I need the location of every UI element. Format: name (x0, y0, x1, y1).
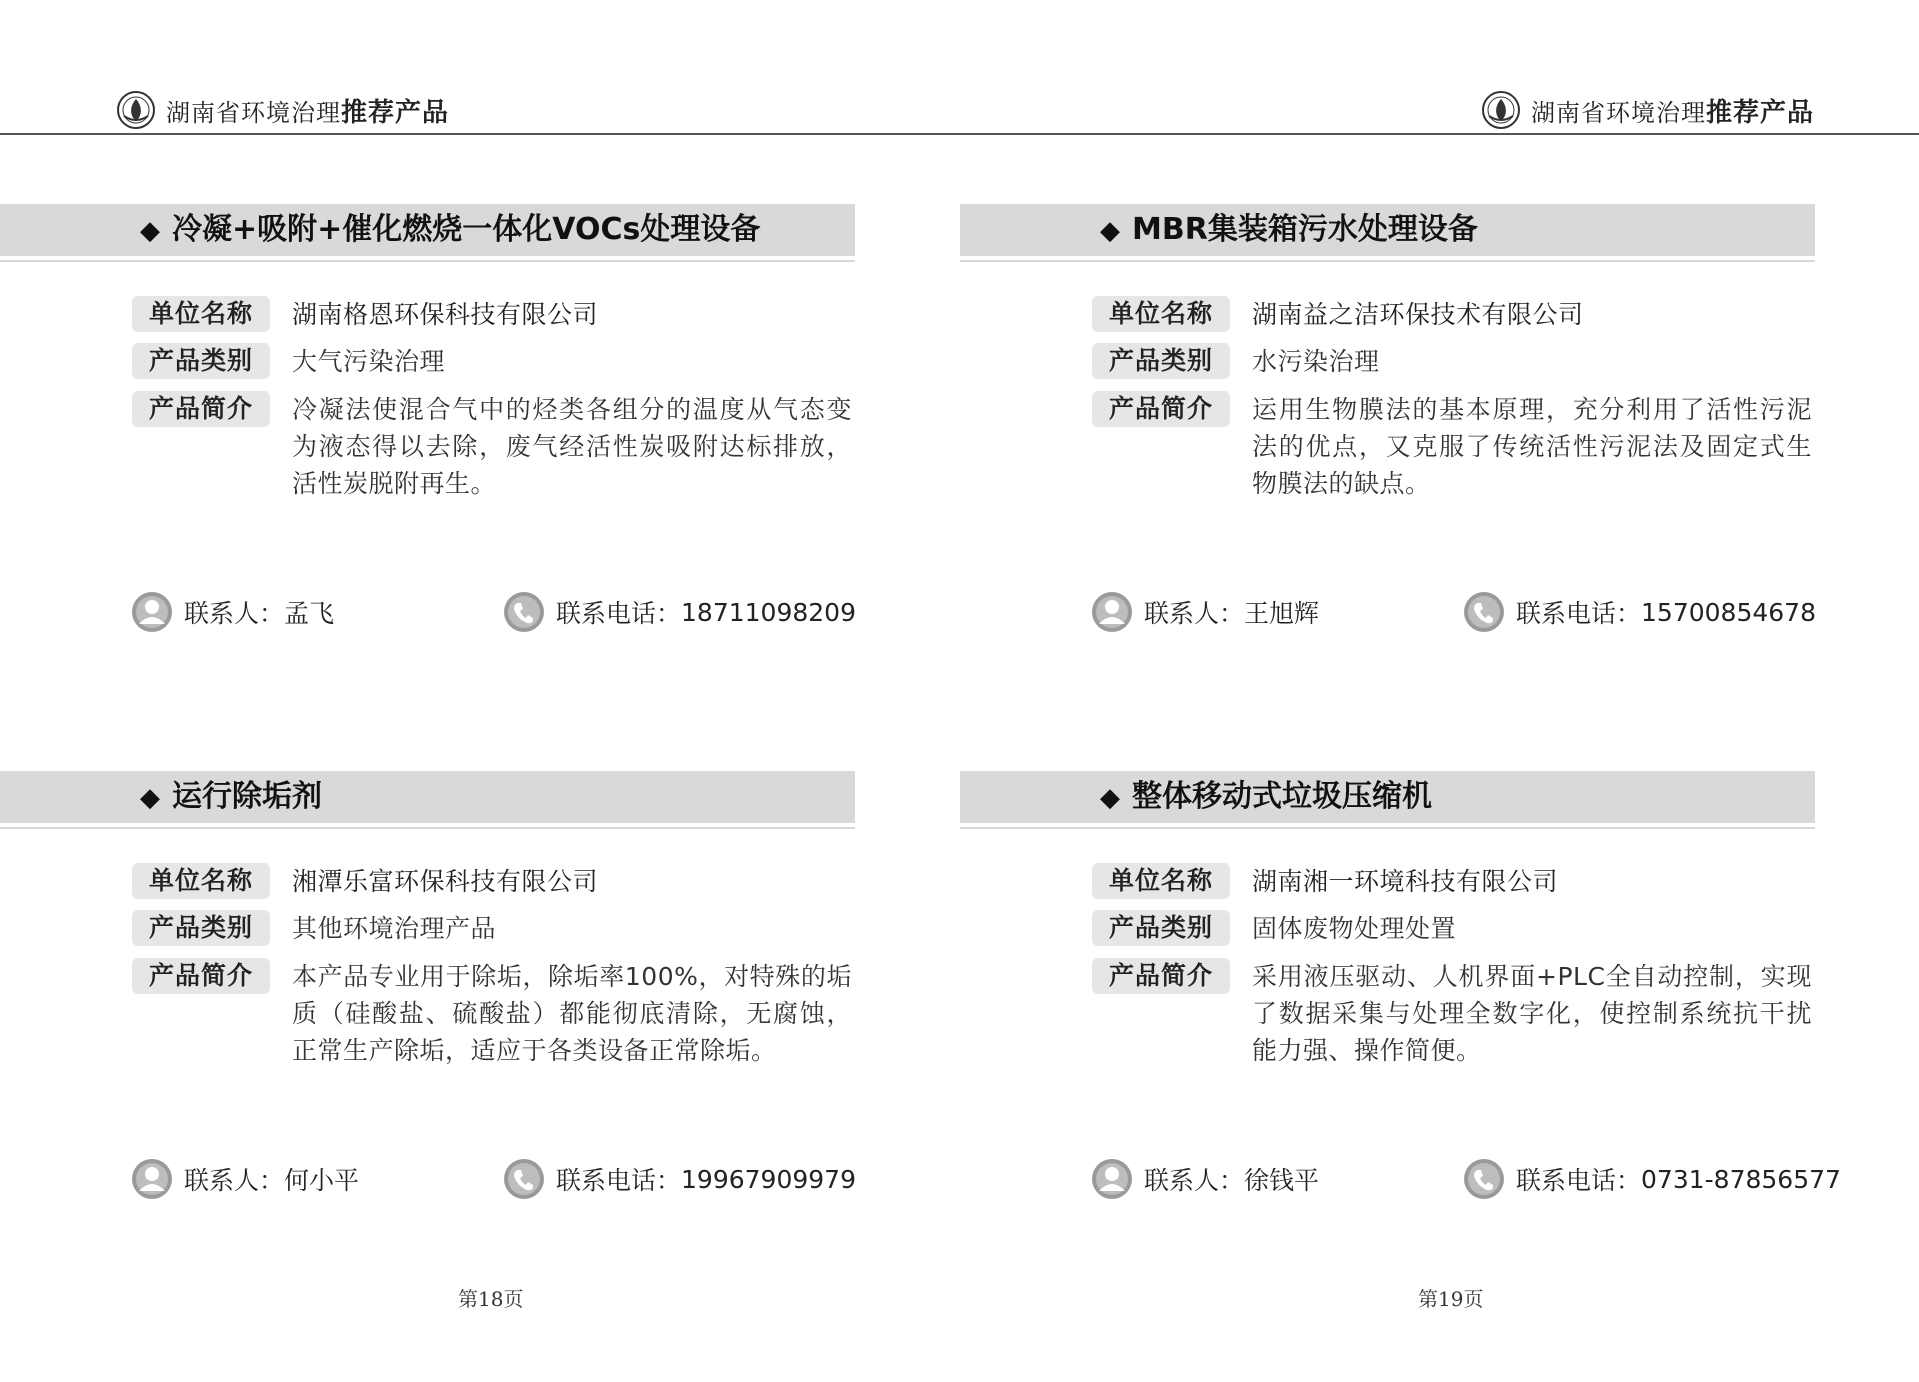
product-card-3 (0, 771, 855, 1251)
intro-label: 产品简介 (1092, 958, 1230, 994)
intro-row (1092, 391, 1812, 502)
contact-phone-label: 联系电话： (556, 599, 682, 628)
phone-icon (1462, 590, 1506, 634)
intro-value: 运用生物膜法的基本原理，充分利用了活性污泥法的优点，又克服了传统活性污泥法及固定式生物膜法的缺点。 (1252, 395, 1812, 498)
card-title-rule (960, 260, 1815, 262)
intro-row (132, 391, 852, 502)
header-title-right: 湖南省环境治理推荐产品 (1531, 97, 1815, 128)
contact-person-label: 联系人： (1144, 599, 1245, 628)
contact-phone-number: 15700854678 (1641, 597, 1816, 627)
contact-person (130, 590, 334, 634)
category-value: 固体废物处理处置 (1252, 914, 1457, 943)
contact-person-label: 联系人： (1144, 1166, 1245, 1195)
product-title: ◆ 运行除垢剂 (140, 771, 322, 823)
phone-icon (1462, 1157, 1506, 1201)
intro-label: 产品简介 (1092, 391, 1230, 427)
contact-person (1090, 590, 1319, 634)
category-value: 其他环境治理产品 (292, 914, 497, 943)
intro-row (132, 958, 852, 1069)
unit-label: 单位名称 (132, 863, 270, 899)
card-title-rule (960, 827, 1815, 829)
environment-logo-icon (116, 90, 156, 130)
contact-phone-number: 19967909979 (681, 1164, 856, 1194)
product-title: ◆ 整体移动式垃圾压缩机 (1100, 771, 1432, 823)
category-label: 产品类别 (132, 910, 270, 946)
contact-person-name: 王旭辉 (1244, 599, 1320, 628)
product-card-4 (960, 771, 1841, 1251)
person-icon (130, 1157, 174, 1201)
category-value: 大气污染治理 (292, 347, 446, 376)
product-card-1 (0, 204, 855, 684)
contact-phone-number: 0731-87856577 (1641, 1164, 1841, 1194)
contact-person-label: 联系人： (184, 1166, 285, 1195)
contact-phone (1462, 590, 1816, 634)
person-icon (130, 590, 174, 634)
unit-row (132, 296, 852, 333)
phone-icon (502, 590, 546, 634)
intro-label: 产品简介 (132, 958, 270, 994)
product-title: ◆ 冷凝+吸附+催化燃烧一体化VOCs处理设备 (140, 204, 760, 256)
contact-phone-number: 18711098209 (681, 597, 856, 627)
unit-value: 湘潭乐富环保科技有限公司 (292, 867, 599, 896)
phone-icon (502, 1157, 546, 1201)
unit-value: 湖南湘一环境科技有限公司 (1252, 867, 1559, 896)
unit-value: 湖南益之洁环保技术有限公司 (1252, 300, 1584, 329)
contact-person-name: 何小平 (284, 1166, 360, 1195)
header-divider (0, 133, 1919, 135)
category-value: 水污染治理 (1252, 347, 1380, 376)
category-label: 产品类别 (132, 343, 270, 379)
category-label: 产品类别 (1092, 910, 1230, 946)
category-row (132, 910, 852, 947)
intro-label: 产品简介 (132, 391, 270, 427)
page-number-left: 第18页 (458, 1287, 524, 1311)
page-header-left (116, 84, 449, 136)
diamond-bullet-icon: ◆ (1100, 783, 1120, 813)
intro-value: 本产品专业用于除垢，除垢率100%，对特殊的垢质（硅酸盐、硫酸盐）都能彻底清除，无腐蚀，正常生产除垢，适应于各类设备正常除垢。 (292, 962, 852, 1065)
unit-row (1092, 863, 1812, 900)
intro-row (1092, 958, 1812, 1069)
unit-label: 单位名称 (132, 296, 270, 332)
card-title-rule (0, 827, 855, 829)
unit-row (1092, 296, 1812, 333)
person-icon (1090, 1157, 1134, 1201)
page-number-right: 第19页 (1418, 1287, 1484, 1311)
contact-phone-label: 联系电话： (1516, 1166, 1642, 1195)
intro-value: 采用液压驱动、人机界面+PLC全自动控制，实现了数据采集与处理全数字化，使控制系统抗干扰能力强、操作简便。 (1252, 962, 1812, 1065)
contact-person (1090, 1157, 1319, 1201)
page-header-right (1481, 84, 1814, 136)
diamond-bullet-icon: ◆ (140, 216, 160, 246)
diamond-bullet-icon: ◆ (140, 783, 160, 813)
product-card-2 (960, 204, 1815, 684)
category-row (1092, 910, 1812, 947)
unit-value: 湖南格恩环保科技有限公司 (292, 300, 599, 329)
contact-phone (502, 1157, 856, 1201)
contact-phone (1462, 1157, 1841, 1201)
environment-logo-icon (1481, 90, 1521, 130)
contact-person-name: 徐钱平 (1244, 1166, 1320, 1195)
intro-value: 冷凝法使混合气中的烃类各组分的温度从气态变为液态得以去除，废气经活性炭吸附达标排放，活性炭脱附再生。 (292, 395, 852, 498)
contact-person-name: 孟飞 (284, 599, 335, 628)
card-title-rule (0, 260, 855, 262)
contact-person (130, 1157, 359, 1201)
contact-phone-label: 联系电话： (556, 1166, 682, 1195)
contact-person-label: 联系人： (184, 599, 285, 628)
unit-label: 单位名称 (1092, 296, 1230, 332)
category-row (132, 343, 852, 380)
unit-row (132, 863, 852, 900)
category-row (1092, 343, 1812, 380)
unit-label: 单位名称 (1092, 863, 1230, 899)
product-title: ◆ MBR集装箱污水处理设备 (1100, 204, 1478, 256)
category-label: 产品类别 (1092, 343, 1230, 379)
header-title-left: 湖南省环境治理推荐产品 (166, 97, 450, 128)
person-icon (1090, 590, 1134, 634)
diamond-bullet-icon: ◆ (1100, 216, 1120, 246)
card-title-bar (0, 771, 855, 823)
contact-phone (502, 590, 856, 634)
contact-phone-label: 联系电话： (1516, 599, 1642, 628)
